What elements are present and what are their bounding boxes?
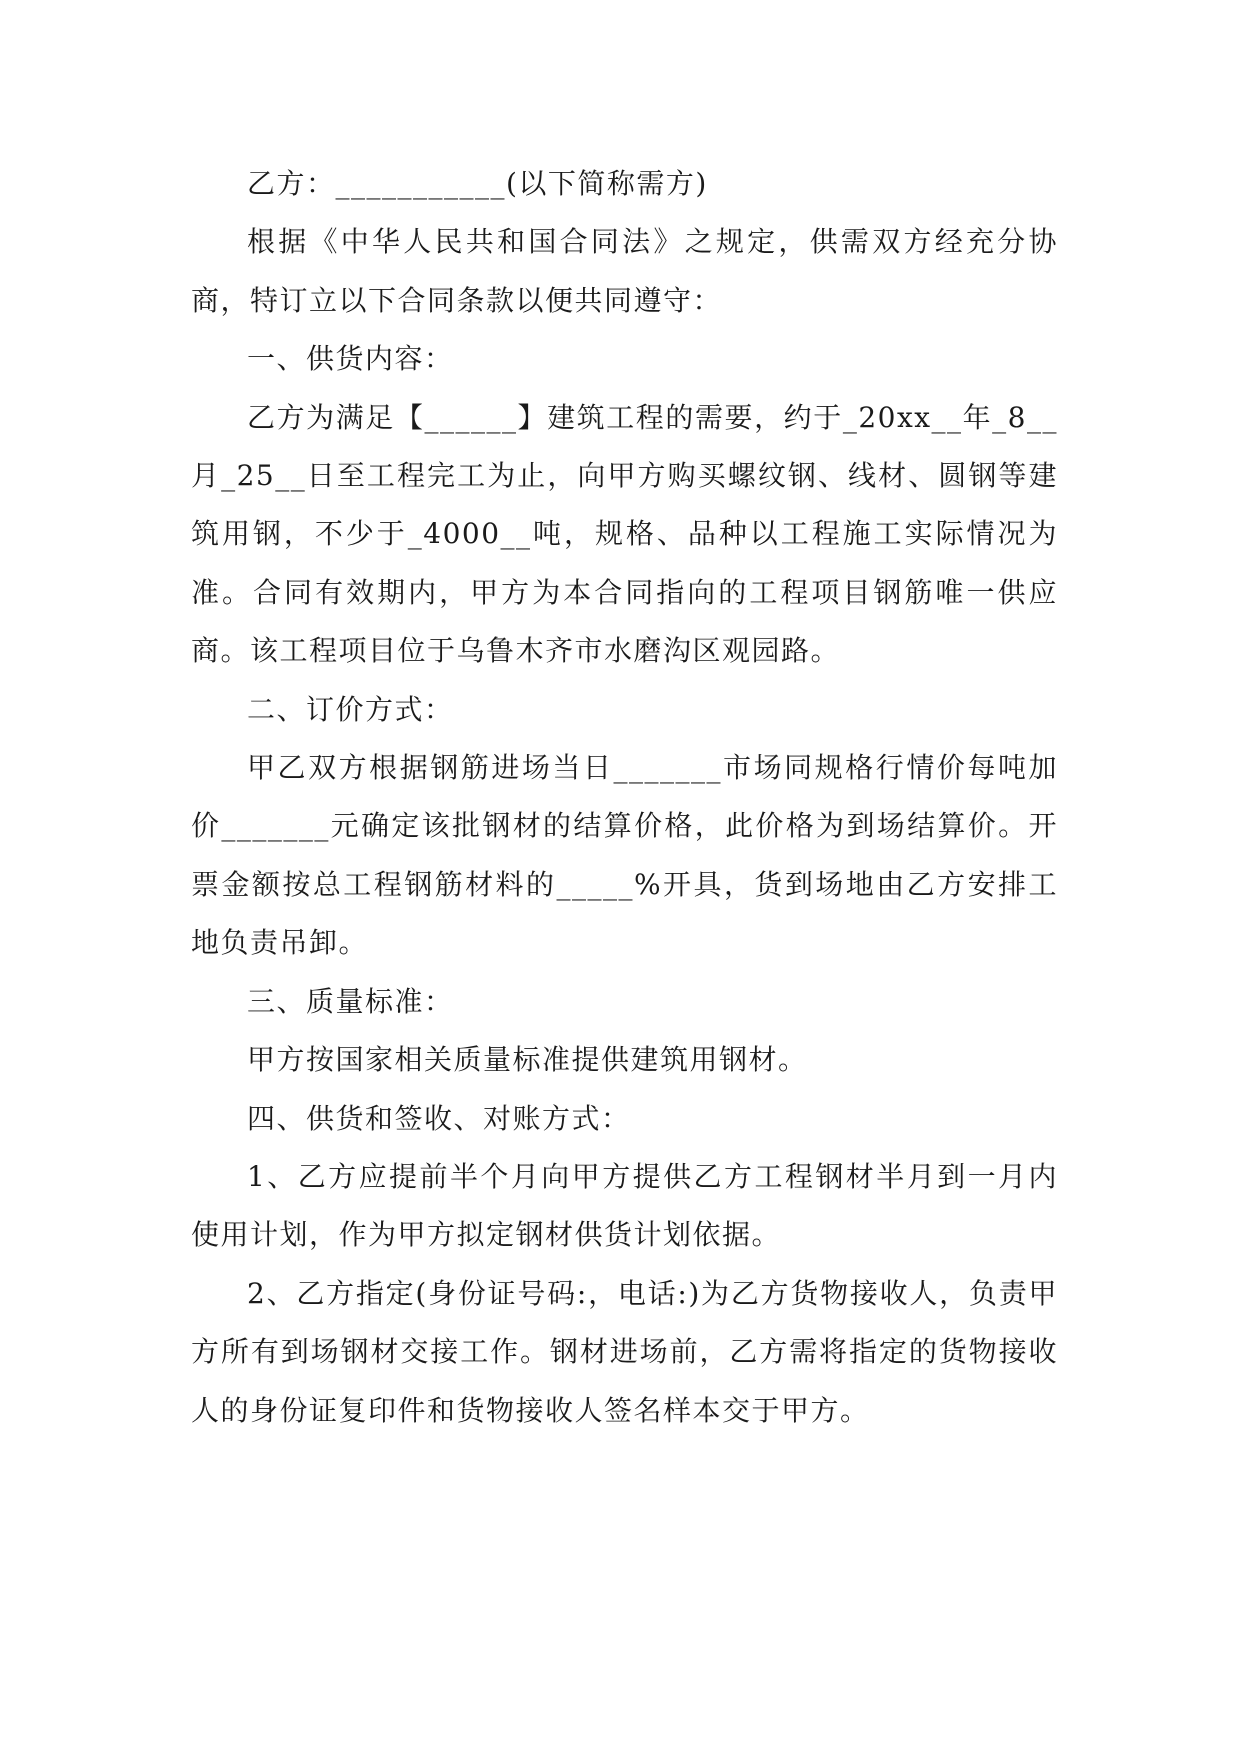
delivery-clause-2: 2、乙方指定(身份证号码:，电话:)为乙方货物接收人，负责甲方所有到场钢材交接工作。钢材进场前，乙方需将指定的货物接收人的身份证复印件和货物接收人签名样本交于甲方。 bbox=[191, 1276, 1058, 1427]
pricing-paragraph: 甲乙双方根据钢筋进场当日_______市场同规格行情价每吨加价_______元确定该批钢材的结算价格，此价格为到场结算价。开票金额按总工程钢筋材料的_____%开具，货到场地由乙方安排工地负责吊卸。 bbox=[191, 751, 1058, 960]
party-b-line: 乙方：___________(以下简称需方) bbox=[247, 167, 708, 200]
section-heading-supply: 一、供货内容： bbox=[247, 342, 454, 376]
section-heading-quality: 三、质量标准： bbox=[247, 984, 454, 1018]
document-page bbox=[191, 155, 1058, 1440]
preamble-paragraph: 根据《中华人民共和国合同法》之规定，供需双方经充分协商，特订立以下合同条款以便共同遵守： bbox=[191, 225, 1058, 317]
supply-content-paragraph: 乙方为满足【______】建筑工程的需要，约于_20xx__年_8__月_25__日至工程完工为止，向甲方购买螺纹钢、线材、圆钢等建筑用钢，不少于_4000__吨，规格、品种以工程施工实际情况为准。合同有效期内，甲方为本合同指向的工程项目钢筋唯一供应商。该工程项目位于乌鲁木齐市水磨沟区观园路。 bbox=[191, 400, 1058, 668]
section-heading-delivery: 四、供货和签收、对账方式： bbox=[247, 1101, 631, 1135]
quality-paragraph: 甲方按国家相关质量标准提供建筑用钢材。 bbox=[247, 1043, 808, 1077]
section-heading-pricing: 二、订价方式： bbox=[247, 692, 454, 726]
delivery-clause-1: 1、乙方应提前半个月向甲方提供乙方工程钢材半月到一月内使用计划，作为甲方拟定钢材供货计划依据。 bbox=[191, 1159, 1058, 1252]
